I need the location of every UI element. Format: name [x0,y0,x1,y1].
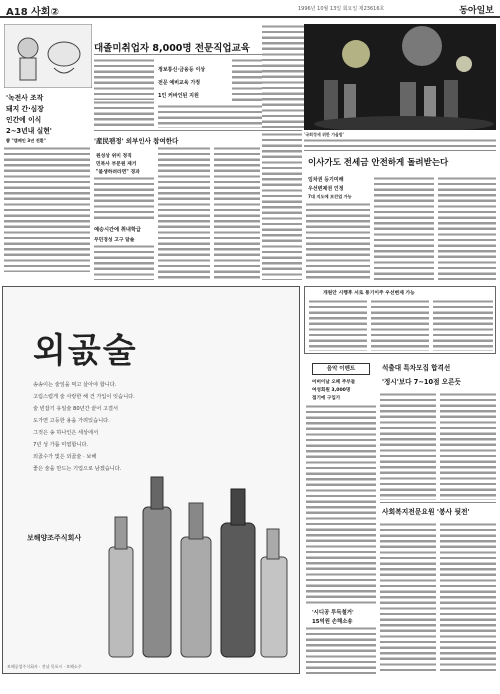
main-headline: 대졸미취업자 8,000명 전문직업교육 [94,43,250,54]
left-quote-line1: '녹전사 조작 [6,94,44,102]
ad-line: 외곬수가 빛은 외곬술 · 보해 [33,454,97,460]
mid-headline-2: 예승시간에 취내학급 [94,227,141,233]
left-small-title: 뽑 "캠페인 3년 전환" [6,138,46,143]
right2-article-col2 [440,392,496,500]
ad-footer: 보해공업주식회사 · 전남 목포시 · 보해소주 [7,664,82,669]
mid-article-body-4 [94,244,154,280]
right-top-article2 [262,132,302,280]
ad-brand: 보해양조주식회사 [27,534,82,542]
right-sub-3: 7대 지도에 보건업 가능 [308,194,352,199]
ad-line: 좋은 술을 만드는 기업으로 남겠습니다. [33,466,122,472]
mid-article-body-2 [158,146,210,280]
bottom-headline-2: 15억원 손해소송 [312,619,353,625]
bottom-article-body [306,626,376,674]
page-header [0,0,500,18]
event-sub-2: 여성회원 3,000명 [312,388,351,393]
main-sub2: 전문 예비교육 가정 [158,80,201,86]
right-article-col3 [438,176,496,280]
event-article-body [306,404,376,604]
left-quote-line2: 돼지 간·심장 [6,105,44,113]
mid-article-body-1 [94,176,154,222]
mid-article-body-3 [214,146,260,280]
night-event-photo [304,24,496,130]
mid-sub-3: "불생하려라면" 경과 [96,170,140,175]
ad-line: 술 빈잡기 유일술 80년간 끝어 고결서 [33,406,119,412]
right-article-col2 [374,176,434,280]
event-sub-3: 접기에 구입가 [312,396,341,401]
box-body-col3 [433,299,493,351]
divider [94,130,302,131]
right2-article-col1 [380,392,436,500]
left-article-body [4,146,90,272]
right-sub-1: 임차권 등기미해 [308,177,344,183]
issue-date: 1996년 10월 13일 회요일 제23616호 [298,6,385,12]
cartoon-illustration [4,24,92,88]
right3-article-col2 [440,522,496,674]
left-quote-line3: 인간에 이식 [6,116,42,124]
right2-headline-1: 석출대 특차모집 합격선 [382,364,451,372]
bottles-illustration [103,467,293,667]
ad-line: 그것은 송 하나인은 세상에서 [33,430,99,436]
right3-article-col1 [380,522,436,674]
ad-line: 송송이는 술잎을 먹고 살아야 합니다. [33,382,117,388]
left-quote-line4: 2~3년내 실현' [6,127,52,135]
right2-headline-3: 사회복지전문요원 '봉사 뒷전' [382,508,470,516]
event-sub-1: 어버이날 오페 주부들 [312,380,356,385]
main-sub1: 정보통신·금융등 이상 [158,67,206,73]
divider [380,502,496,503]
right-headline: 이사가도 전세금 안전하게 돌려받는다 [308,158,449,168]
divider [304,150,496,151]
box-body-col2 [371,299,429,351]
box-body-col1 [309,299,367,351]
bottom-headline-1: '시디공 투득철거' [312,610,354,616]
mid-sub-2: 민복사 부문원 제거 [96,162,137,167]
photo-caption-body [304,138,496,148]
right2-headline-2: '정시'보다 7~10점 오른듯 [382,378,461,386]
ad-title: 외곬술 [33,331,138,371]
ad-line: 도가면 고등한 용을 가려있습니다. [33,418,110,424]
ad-line: 7년 성 가룹 미엽합니다. [33,442,88,448]
right-sub-2: 우선변제권 인정 [308,186,344,192]
liquor-advertisement [2,286,300,674]
mid-headline-1: '産民팬정' 외부인사 참여한다 [94,137,179,145]
boxed-article [304,286,496,354]
mid-sub-4: 무민경성 고구 달솔 [94,238,135,243]
ad-copy [33,379,183,475]
right-article-col1 [306,202,370,280]
photo-caption-title: '국회정세 위한 가을밤' [304,132,345,137]
main-sub3: 1인 커바인된 지원 [158,93,199,99]
ad-line: 고림스럽게 술 사랑한 해 건 가입이 잇습니다. [33,394,135,400]
main-article-lower [94,100,154,128]
newspaper-logo: 동아일보 [459,6,494,16]
mid-sub-1: 원성상 위미 정직 [96,154,132,159]
box-headline: 개원안 시행후 서로 통기이주 우선변제 가능 [323,291,415,296]
section-label: A18 사회② [6,7,59,18]
event-tag: 음악 이벤트 [312,363,370,375]
